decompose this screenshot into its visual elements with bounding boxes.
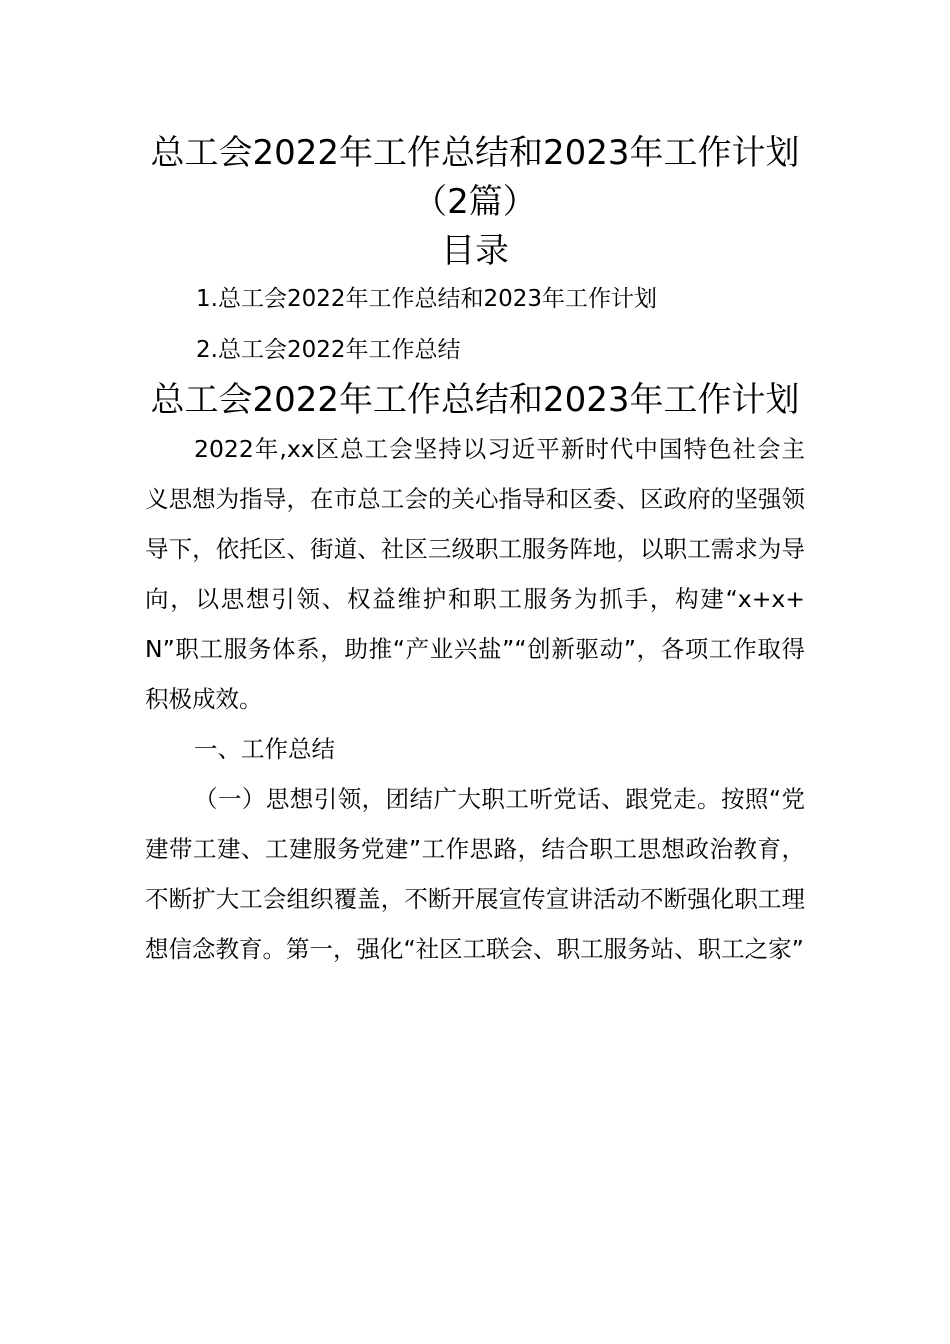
toc-item-1: 1.总工会2022年工作总结和2023年工作计划	[196, 286, 658, 312]
section-heading-work-summary: 一、工作总结	[194, 735, 335, 763]
paragraph-intro: 2022年,xx区总工会坚持以习近平新时代中国特色社会主义思想为指导，在市总工会的关心指导和区委、区政府的坚强领导下，依托区、街道、社区三级职工服务阵地，以职工需求为导向，以思想引领、权益维护和职工服务为抓手，构建“x+x+N”职工服务体系，助推“产业兴盐”“创新驱动”，各项工作取得积极成效。	[145, 435, 805, 713]
paragraph-section1: （一）思想引领，团结广大职工听党话、跟党走。按照“党建带工建、工建服务党建”工作思路，结合职工思想政治教育，不断扩大工会组织覆盖，不断开展宣传宣讲活动不断强化职工理想信念教育。第一，强化“社区工联会、职工服务站、职工之家”	[145, 785, 805, 963]
article-title: 总工会2022年工作总结和2023年工作计划	[150, 380, 800, 420]
toc-heading: 目录	[441, 231, 509, 271]
document-title-line1: 总工会2022年工作总结和2023年工作计划	[150, 133, 800, 173]
document-title-line2: （2篇）	[413, 182, 537, 222]
toc-item-2: 2.总工会2022年工作总结	[196, 337, 461, 363]
